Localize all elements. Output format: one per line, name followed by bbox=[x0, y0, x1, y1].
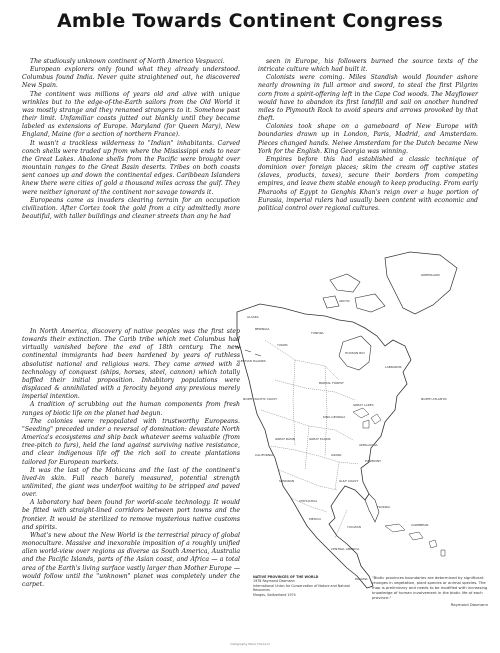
page-title: Amble Towards Continent Congress bbox=[56, 10, 444, 32]
quote-text: "Biotic provinces boundaries are determined by significant changes in vegetation, plant species or animal species. The map is preliminary and needs to be modified with increasing knowledge of human involvement in the biotic life of each province." bbox=[372, 575, 488, 600]
map-label: NORTH PACIFIC COAST bbox=[243, 397, 277, 401]
column-left-bottom bbox=[22, 328, 240, 589]
paragraph: Empires before this had established a classic technique of dominion over foreign places; skim the cream off captive states (slaves, products, taxes), secure their borders from competing empires, and leave them stable enough to keep producing. From early Pharaohs of Egypt to Genghis Khan's reign over a huge portion of Eurasia, imperial rulers had usually been content with economic and political control over regional cultures. bbox=[258, 155, 478, 212]
map-label: YUCATAN bbox=[347, 525, 361, 529]
map-label: GREAT PLAINS bbox=[309, 437, 331, 441]
paragraph: European explorers only found what they already understood. Columbus found India. Never quite straightened out, he discovered New Spain. bbox=[22, 66, 240, 90]
map-label: GULF COAST bbox=[339, 479, 359, 483]
quote-attribution: Raymond Dasmann bbox=[450, 602, 488, 607]
map-label: BERINGIA bbox=[255, 327, 270, 331]
map-label: GREAT BASIN bbox=[275, 437, 296, 441]
arctic-islands-shape bbox=[323, 274, 385, 312]
legend-line: International Union for Conservation of Nature and Natural Resources bbox=[253, 583, 350, 593]
map-label: GREENLAND bbox=[421, 273, 440, 277]
paragraph: Colonies took shape on a gameboard of New Europe with boundaries drawn up in London, Paris, Madrid, and Amsterdam. Pieces changed hands. Neiwe Amsterdam for the Dutch became New York for the English. King Georgia was winning. bbox=[258, 123, 478, 155]
map-label: CALIFORNIA bbox=[255, 453, 274, 457]
calligraphy-credit: Calligraphy Marci Hocks D bbox=[230, 642, 270, 646]
map-label: SONORAN bbox=[279, 479, 295, 483]
continent-outline bbox=[237, 304, 411, 588]
paragraph: seen in Europe, his followers burned the source texts of the intricate culture which had built it. bbox=[258, 58, 478, 74]
map-label: LABRADOR bbox=[385, 365, 402, 369]
map-label: YUKON bbox=[277, 343, 288, 347]
map-label: GREAT LAKES bbox=[353, 403, 374, 407]
great-lakes-shape bbox=[353, 408, 381, 428]
map-legend bbox=[253, 575, 363, 597]
greenland-shape bbox=[385, 252, 457, 314]
paragraph: The studiously unknown continent of North Americo Vespucci. bbox=[30, 58, 225, 65]
legend-line: 1978 Raymond Dasmann bbox=[253, 579, 295, 584]
paragraph: A tradition of scrubbing out the human components from fresh ranges of biotic life on the planet had begun. bbox=[22, 401, 240, 417]
aleutian-chain bbox=[235, 346, 261, 356]
map-quote bbox=[372, 575, 488, 607]
map-label: ALASKA bbox=[247, 315, 259, 319]
paragraph: Colonists were coming. Miles Standish would flounder ashore nearly drowning in full armor and sword, to steal the first Pilgrim corn from a spirit-offering left in the Cape Cod woods. The Mayflower would have to abandon its first landfill and sail on another hundred miles to Plymouth Rock to avoid spears and arrows provoked by that theft. bbox=[258, 74, 478, 123]
caribbean-islands-shape bbox=[385, 524, 445, 556]
map-label: PIEDMONT bbox=[365, 459, 381, 463]
north-america-map-svg bbox=[235, 250, 488, 600]
map-label: CENTRAL AMERICA bbox=[331, 547, 360, 551]
column-left-top bbox=[22, 58, 240, 221]
map-label: TUNDRA bbox=[311, 331, 324, 335]
map-label: FLORIDA bbox=[377, 505, 390, 509]
map-label: ARCTIC bbox=[339, 299, 350, 303]
map-label: BOREAL FOREST bbox=[319, 381, 344, 385]
map-label: CARIBBEAN bbox=[411, 523, 429, 527]
paragraph: The continent was millions of years old and alive with unique wrinkles but to the edge-of-the-Earth sailors from the Old World it was mostly strange and they renamed strangers to it. Somehow past their limit. Unfamiliar coasts jutted out blankly until they became labeled as extensions of Europe. Maryland (for Queen Mary), New England, Maine (for a section of northern France). bbox=[22, 90, 240, 139]
paragraph: It wasn't a trackless wilderness to "Indian" inhabitants. Carved conch shells were traded up from where the Mississippi ends to near the Great Lakes. Abalone shells from the Pacific were brought over mountain ranges to the Great Basin deserts. Tribes on both coasts sent canoes up and down the continental edges. Caribbean Islanders knew there were cities of gold a thousand miles across the gulf. They were neither ignorant of the continent nor savage towards it. bbox=[22, 139, 240, 196]
paragraph: What's new about the New World is the terrestrial piracy of global monoculture. Massive and inexorable imposition of a roughly unified alien world-view over regions as diverse as South America, Australia and the Pacific Islands, parts of the Asian coast, and Africa — a total area of the Earth's living surface vastly larger than Mother Europe — would follow until the "unknown" planet was completely under the carpet. bbox=[22, 531, 240, 588]
map-label: NORTH ATLANTIC bbox=[421, 397, 448, 401]
map-label: KING GEORGIA bbox=[323, 415, 346, 419]
map-label: MEXICO bbox=[309, 517, 321, 521]
paragraph: Europeans came as invaders clearing terrain for an occupation civilization. After Cortez took the gold from a city admittedly more beautiful, with taller buildings and cleaner streets than any he had bbox=[22, 196, 240, 220]
paragraph: A laboratory had been found for world-scale technology. It would be fitted with straight-lined corridors between port towns and the frontier. It would be sterilized to remove mysterious native customs and spirits. bbox=[22, 499, 240, 531]
map-label: PANAMA bbox=[355, 577, 368, 581]
map-label: OZARK bbox=[331, 453, 342, 457]
paragraph: In North America, discovery of native peoples was the first step towards their extinction. The Carib tribe which met Columbus had virtually vanished before the end of 18th century. The new continental immigrants had been hardened by years of ruthless absolutist national and religious wars. They came armed with a technology of conquest (ships, horses, steel, cannon) which totally baffled their initial proposition. Inhabitory populations were displaced & annihilated with a ferocity beyond any previous merely imperial intention. bbox=[22, 328, 240, 401]
legend-heading: NATIVE PROVINCES OF THE WORLD bbox=[253, 575, 319, 579]
map-label: HUDSON BAY bbox=[345, 351, 365, 355]
map-label: APPALACHIA bbox=[359, 443, 378, 447]
biotic-provinces-map bbox=[235, 250, 488, 600]
paragraph: It was the last of the Mohicans and the last of the continent's lived-in skin. Full reach barely measured, potential strength unlimited, the giant was underfoot waiting to be stripped and paved over. bbox=[22, 466, 240, 499]
map-label: ALEUTIAN ISLANDS bbox=[237, 359, 266, 363]
column-right-top bbox=[258, 58, 478, 213]
legend-line: Morges, Switzerland 1974 bbox=[253, 592, 296, 597]
paragraph: The colonies were repopulated with trustworthy Europeans. "Seeding" preceded under a reversal of domination: devastate North America's ecosystems and ship back whatever seems valuable (from tree-pitch to furs), held the land against surviving native resistance, and clear indigenous life off the rich soil to create plantations tailored for European markets. bbox=[22, 417, 240, 466]
map-label: CHIHUAHUA bbox=[299, 499, 318, 503]
